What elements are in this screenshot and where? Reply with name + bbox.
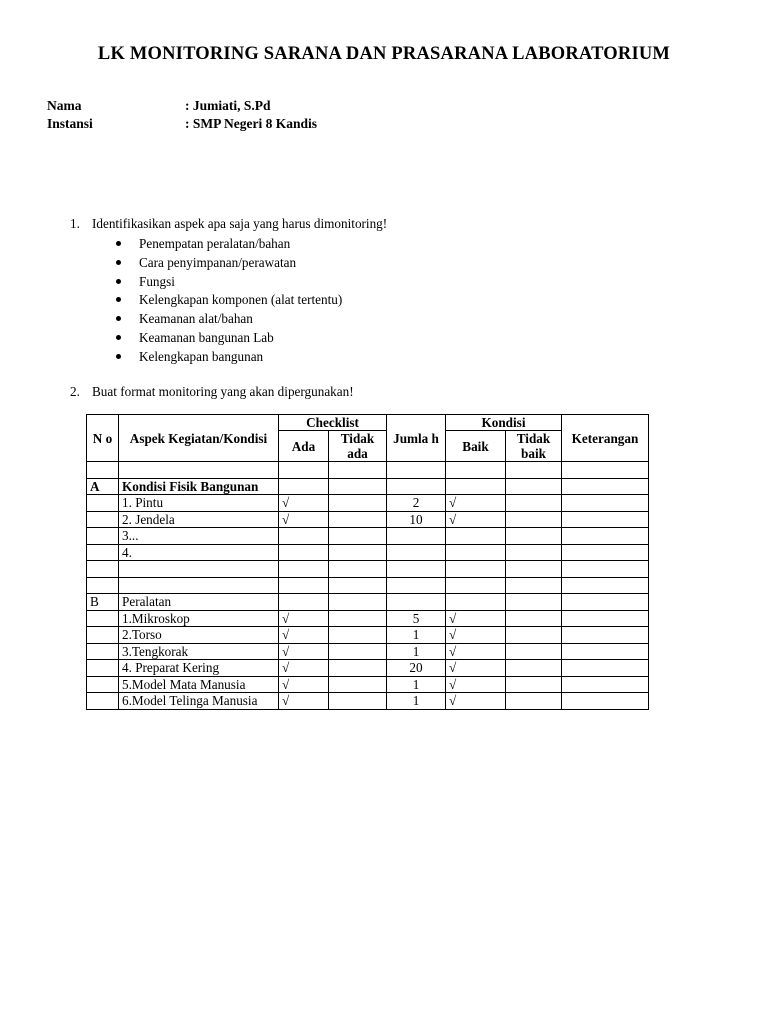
cell-tidak-ada xyxy=(329,676,387,693)
cell-no xyxy=(87,561,119,578)
cell-baik xyxy=(446,561,506,578)
question-2 xyxy=(70,384,354,400)
meta-row-nama xyxy=(47,98,271,114)
cell-ada: √ xyxy=(279,511,329,528)
aspect-bullet-item: Cara penyimpanan/perawatan xyxy=(114,254,342,273)
cell-no xyxy=(87,495,119,512)
cell-no xyxy=(87,511,119,528)
cell-no: A xyxy=(87,478,119,495)
cell-tidak-ada xyxy=(329,561,387,578)
cell-tidak-baik xyxy=(506,511,562,528)
cell-jumlah: 5 xyxy=(387,610,446,627)
table-row xyxy=(87,610,649,627)
table-row xyxy=(87,627,649,644)
cell-jumlah xyxy=(387,594,446,611)
cell-keterangan xyxy=(562,478,649,495)
header-ada: Ada xyxy=(279,431,329,462)
meta-label-instansi: Instansi xyxy=(47,116,93,131)
cell-aspek: 2. Jendela xyxy=(119,511,279,528)
question-1-text: Identifikasikan aspek apa saja yang harus dimonitoring! xyxy=(92,216,388,231)
cell-baik: √ xyxy=(446,610,506,627)
meta-label-nama: Nama xyxy=(47,98,82,113)
header-baik: Baik xyxy=(446,431,506,462)
table-row xyxy=(87,594,649,611)
cell-keterangan xyxy=(562,528,649,545)
cell-ada xyxy=(279,544,329,561)
cell-baik: √ xyxy=(446,676,506,693)
cell-tidak-baik xyxy=(506,660,562,677)
monitoring-table xyxy=(86,414,649,710)
cell-aspek: 4. xyxy=(119,544,279,561)
table-row xyxy=(87,462,649,479)
aspect-bullet-list xyxy=(114,235,342,367)
cell-baik xyxy=(446,594,506,611)
cell-jumlah: 1 xyxy=(387,627,446,644)
cell-no xyxy=(87,544,119,561)
cell-ada: √ xyxy=(279,643,329,660)
cell-no xyxy=(87,660,119,677)
table-body xyxy=(87,462,649,710)
aspect-bullet-item: Keamanan bangunan Lab xyxy=(114,329,342,348)
cell-tidak-ada xyxy=(329,511,387,528)
table-row xyxy=(87,561,649,578)
cell-no xyxy=(87,627,119,644)
cell-baik: √ xyxy=(446,643,506,660)
cell-ada xyxy=(279,462,329,479)
cell-keterangan xyxy=(562,577,649,594)
cell-keterangan xyxy=(562,676,649,693)
cell-aspek xyxy=(119,577,279,594)
cell-tidak-ada xyxy=(329,462,387,479)
cell-no xyxy=(87,643,119,660)
cell-aspek xyxy=(119,561,279,578)
cell-aspek: 2.Torso xyxy=(119,627,279,644)
cell-keterangan xyxy=(562,627,649,644)
cell-tidak-baik xyxy=(506,610,562,627)
cell-ada: √ xyxy=(279,627,329,644)
cell-baik: √ xyxy=(446,495,506,512)
header-no: N o xyxy=(87,415,119,462)
aspect-bullet-item: Keamanan alat/bahan xyxy=(114,310,342,329)
cell-no xyxy=(87,676,119,693)
cell-jumlah xyxy=(387,577,446,594)
cell-jumlah: 1 xyxy=(387,643,446,660)
cell-tidak-ada xyxy=(329,544,387,561)
meta-value-nama: : Jumiati, S.Pd xyxy=(185,98,271,113)
aspect-bullet-item: Kelengkapan komponen (alat tertentu) xyxy=(114,291,342,310)
cell-tidak-ada xyxy=(329,528,387,545)
table-row xyxy=(87,643,649,660)
table-row xyxy=(87,495,649,512)
cell-ada: √ xyxy=(279,610,329,627)
cell-aspek xyxy=(119,462,279,479)
cell-tidak-ada xyxy=(329,693,387,710)
cell-tidak-baik xyxy=(506,627,562,644)
cell-baik xyxy=(446,462,506,479)
cell-jumlah xyxy=(387,478,446,495)
cell-tidak-ada xyxy=(329,610,387,627)
cell-baik xyxy=(446,528,506,545)
cell-no xyxy=(87,693,119,710)
cell-jumlah: 1 xyxy=(387,693,446,710)
cell-aspek: Peralatan xyxy=(119,594,279,611)
cell-tidak-ada xyxy=(329,478,387,495)
table-row xyxy=(87,693,649,710)
cell-tidak-ada xyxy=(329,495,387,512)
cell-baik xyxy=(446,544,506,561)
cell-tidak-baik xyxy=(506,495,562,512)
cell-tidak-baik xyxy=(506,643,562,660)
cell-tidak-ada xyxy=(329,643,387,660)
cell-baik: √ xyxy=(446,660,506,677)
table-row xyxy=(87,660,649,677)
cell-keterangan xyxy=(562,610,649,627)
cell-ada: √ xyxy=(279,693,329,710)
cell-aspek: 1.Mikroskop xyxy=(119,610,279,627)
cell-tidak-ada xyxy=(329,627,387,644)
cell-tidak-ada xyxy=(329,660,387,677)
cell-aspek: 1. Pintu xyxy=(119,495,279,512)
cell-baik: √ xyxy=(446,511,506,528)
question-1-number: 1. xyxy=(70,216,80,231)
cell-ada xyxy=(279,478,329,495)
cell-keterangan xyxy=(562,511,649,528)
cell-aspek: 5.Model Mata Manusia xyxy=(119,676,279,693)
table-row xyxy=(87,478,649,495)
cell-no xyxy=(87,528,119,545)
cell-ada: √ xyxy=(279,660,329,677)
cell-baik: √ xyxy=(446,627,506,644)
cell-no: B xyxy=(87,594,119,611)
header-tidak-baik: Tidak baik xyxy=(506,431,562,462)
header-kondisi: Kondisi xyxy=(446,415,562,431)
cell-no xyxy=(87,462,119,479)
cell-aspek: 3... xyxy=(119,528,279,545)
cell-tidak-baik xyxy=(506,693,562,710)
table-row xyxy=(87,544,649,561)
meta-value-instansi: : SMP Negeri 8 Kandis xyxy=(185,116,317,131)
cell-jumlah xyxy=(387,462,446,479)
cell-baik xyxy=(446,478,506,495)
question-1 xyxy=(70,216,387,232)
cell-ada xyxy=(279,594,329,611)
cell-aspek: 4. Preparat Kering xyxy=(119,660,279,677)
cell-tidak-baik xyxy=(506,528,562,545)
meta-row-instansi xyxy=(47,116,317,132)
table-row xyxy=(87,676,649,693)
cell-aspek: 3.Tengkorak xyxy=(119,643,279,660)
cell-tidak-ada xyxy=(329,594,387,611)
cell-no xyxy=(87,610,119,627)
cell-aspek: 6.Model Telinga Manusia xyxy=(119,693,279,710)
question-2-number: 2. xyxy=(70,384,80,399)
cell-keterangan xyxy=(562,660,649,677)
aspect-bullet-item: Kelengkapan bangunan xyxy=(114,348,342,367)
cell-tidak-baik xyxy=(506,462,562,479)
cell-tidak-baik xyxy=(506,544,562,561)
cell-keterangan xyxy=(562,544,649,561)
document-title: LK MONITORING SARANA DAN PRASARANA LABORATORIUM xyxy=(97,44,671,64)
header-checklist: Checklist xyxy=(279,415,387,431)
aspect-bullet-item: Penempatan peralatan/bahan xyxy=(114,235,342,254)
cell-tidak-ada xyxy=(329,577,387,594)
cell-baik xyxy=(446,577,506,594)
question-2-text: Buat format monitoring yang akan dipergunakan! xyxy=(92,384,354,399)
cell-tidak-baik xyxy=(506,561,562,578)
cell-jumlah: 1 xyxy=(387,676,446,693)
header-jumlah: Jumla h xyxy=(387,415,446,462)
cell-keterangan xyxy=(562,693,649,710)
cell-jumlah xyxy=(387,561,446,578)
cell-ada xyxy=(279,561,329,578)
header-keterangan: Keterangan xyxy=(562,415,649,462)
cell-keterangan xyxy=(562,495,649,512)
cell-jumlah xyxy=(387,544,446,561)
table-row xyxy=(87,577,649,594)
header-tidak-ada: Tidak ada xyxy=(329,431,387,462)
cell-keterangan xyxy=(562,561,649,578)
cell-tidak-baik xyxy=(506,594,562,611)
header-aspek: Aspek Kegiatan/Kondisi xyxy=(119,415,279,462)
cell-tidak-baik xyxy=(506,577,562,594)
cell-jumlah: 10 xyxy=(387,511,446,528)
table-row xyxy=(87,528,649,545)
cell-ada: √ xyxy=(279,495,329,512)
cell-baik: √ xyxy=(446,693,506,710)
table-row xyxy=(87,511,649,528)
cell-no xyxy=(87,577,119,594)
cell-keterangan xyxy=(562,462,649,479)
cell-jumlah: 20 xyxy=(387,660,446,677)
cell-keterangan xyxy=(562,643,649,660)
cell-ada xyxy=(279,577,329,594)
cell-tidak-baik xyxy=(506,676,562,693)
cell-ada: √ xyxy=(279,676,329,693)
aspect-bullet-item: Fungsi xyxy=(114,273,342,292)
table-header-row-1 xyxy=(87,415,649,431)
cell-jumlah: 2 xyxy=(387,495,446,512)
cell-aspek: Kondisi Fisik Bangunan xyxy=(119,478,279,495)
cell-jumlah xyxy=(387,528,446,545)
cell-tidak-baik xyxy=(506,478,562,495)
cell-ada xyxy=(279,528,329,545)
cell-keterangan xyxy=(562,594,649,611)
